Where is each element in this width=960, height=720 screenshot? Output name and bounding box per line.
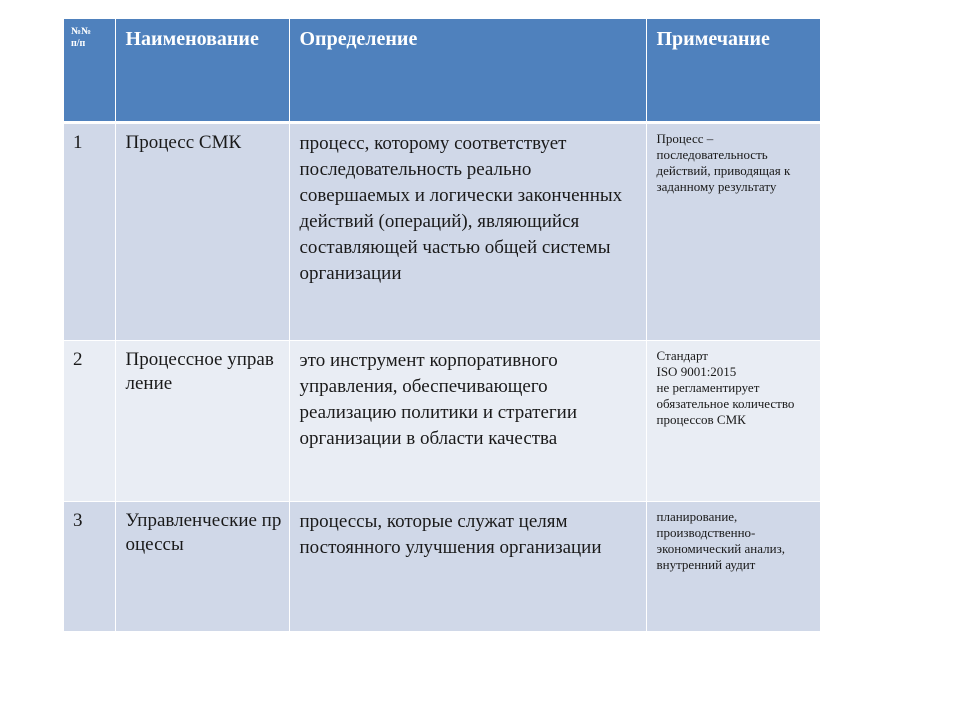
definitions-table [64, 19, 820, 631]
row-number: 1 [73, 132, 83, 153]
row-number: 3 [73, 510, 83, 531]
row-note: Процесс – последовательность действий, приводящая к заданному результату [656, 131, 791, 194]
row-name: Процесс СМК [125, 132, 242, 153]
row-definition: процессы, которые служат целям постоянного улучшения организации [299, 511, 602, 558]
table-row [64, 341, 820, 502]
header-note-label: Примечание [656, 28, 770, 50]
row-note-cell [646, 123, 820, 341]
table-header-row [64, 19, 820, 123]
row-definition: процесс, которому соответствует последовательность реально совершаемых и логически законченных действий (операций), являющийся составляющей частью общей системы организации [299, 133, 623, 284]
header-number [64, 19, 115, 123]
header-name [115, 19, 289, 123]
row-name-cell [115, 123, 289, 341]
row-note-cell [646, 502, 820, 632]
header-note [646, 19, 820, 123]
header-definition-label: Определение [299, 28, 418, 50]
row-name: Процессное управление [125, 349, 274, 394]
row-definition-cell [289, 123, 646, 341]
header-number-label: №№ п/п [71, 26, 92, 49]
row-name-cell [115, 502, 289, 632]
row-definition-cell [289, 502, 646, 632]
definitions-table-container [64, 19, 820, 631]
header-name-label: Наименование [125, 28, 259, 50]
table-row [64, 502, 820, 632]
row-number-cell [64, 123, 115, 341]
row-number: 2 [73, 349, 83, 370]
row-definition-cell [289, 341, 646, 502]
row-name-cell [115, 341, 289, 502]
row-definition: это инструмент корпоративного управления, обеспечивающего реализацию политики и стратегии организации в области качества [299, 350, 578, 449]
header-definition [289, 19, 646, 123]
row-number-cell [64, 502, 115, 632]
row-note: Стандарт ISO 9001:2015 не регламентирует обязательное количество процессов СМК [656, 348, 795, 427]
row-note: планирование, производственно-экономический анализ, внутренний аудит [656, 509, 785, 572]
row-number-cell [64, 341, 115, 502]
row-note-cell [646, 341, 820, 502]
table-row [64, 123, 820, 341]
row-name: Управленческие процессы [125, 510, 282, 555]
